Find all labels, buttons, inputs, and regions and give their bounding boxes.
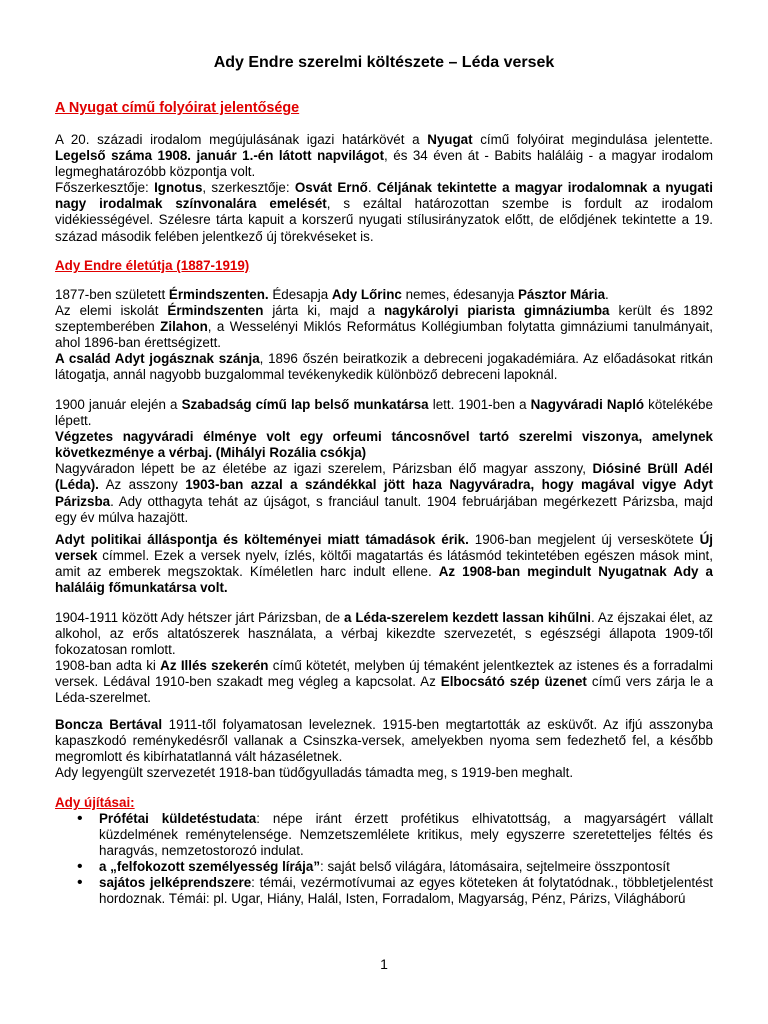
text-run-bold: a „felfokozott személyesség lírája” (99, 859, 321, 875)
text-run-bold: Legelső száma 1908. január 1.-én látott napvilágot (55, 148, 385, 164)
text-run-bold: Diósiné Brüll Adél (Léda). (55, 461, 714, 493)
text-run: címmel. Ezek a versek nyelv, ízlés, költői magatartás és látásmód tekintetében egészen mások mint, amit az emberek megszoktak. Kíméletlen harc indult ellene. (55, 548, 713, 580)
text-run: Édesapja (268, 287, 332, 302)
text-run: című folyóirat megindulása jelentette. (472, 132, 713, 147)
text-run: . Az éjszakai élet, az alkohol, az erős altatószerek használata, a vérbaj kikezdte szervezetét, s egészségi állapota 1909-től fokozatosan romlott. (55, 610, 714, 658)
text-run-bold: Elbocsátó szép üzenet (440, 674, 587, 690)
text-run: , 1896 őszén beiratkozik a debreceni jogakadémiára. Az előadásokat ritkán látogatja, annál nagyobb buzgalommal tevékenykedik különböző debreceni lapoknál. (55, 351, 713, 383)
paragraph-nyugat-1 (55, 132, 713, 245)
text-run-bold: Szabadság című lap belső munkatársa (181, 397, 429, 412)
text-run-bold: Osvát Ernő (294, 180, 368, 196)
paragraph-eletut-2 (55, 397, 713, 526)
text-run: 1906-ban megjelent új verseskötete (468, 532, 700, 547)
paragraph-eletut-1 (55, 287, 713, 384)
section-heading-nyugat: A Nyugat című folyóirat jelentősége (55, 100, 300, 116)
text-run: Főszerkesztője: (55, 180, 155, 196)
text-run: A 20. századi irodalom megújulásának igazi határkövét a (55, 132, 428, 147)
text-run-bold: Az Illés szekerén (160, 658, 269, 674)
text-run: járta ki, majd a (263, 303, 384, 319)
text-run: : saját belső világára, látomásaira, sejtelmeire összpontosít (320, 859, 670, 875)
text-run: 1900 január elején a (55, 397, 182, 412)
text-run-bold: A család Adyt jogásznak szánja (55, 351, 260, 367)
text-run-bold: Végzetes nagyváradi élménye volt egy orfeumi táncosnővel tartó szerelmi viszonya, amelynek következménye a vérbaj. (Mihályi Rozália csókja) (55, 429, 713, 461)
text-run-bold: Prófétai küldetéstudata (99, 811, 257, 826)
text-run-bold: Ignotus (154, 180, 203, 196)
text-run-bold: 1903-ban azzal a szándékkal jött haza Nagyváradra, hogy magával vigye Adyt Párizsba (55, 477, 714, 509)
text-run: 1911-től folyamatosan leveleznek. 1915-ben megtartották az esküvőt. Az ifjú asszonyba kapaszkodó reménykedésről vallanak a Csinszka-versek, amelyekben nyoma sem fedezhető fel, a később megromlott és kibírhatatlanná vált házaséletnek. (55, 717, 713, 765)
section-heading-ujitasai: Ady újításai: (55, 795, 135, 810)
text-run-bold: nagykárolyi piarista gimnáziumba (384, 303, 610, 319)
text-run: : népe iránt érzett profétikus elhivatottság, a magyarságért vállalt küzdelmének reménytelensége. Nemzetszemlélete kritikus, mely egyszerre szeretetteljes féltés és haragvás, nemzetostorozó indulat. (99, 811, 714, 859)
text-run-bold: Érmindszenten (167, 303, 264, 319)
text-run-bold: Nagyváradi Napló (530, 397, 645, 412)
text-run-bold: Érmindszenten. (168, 287, 269, 302)
text-run: kötelékébe lépett. (55, 397, 713, 429)
text-run-bold: a Léda-szerelem kezdett lassan kihűlni (344, 610, 592, 625)
text-run-bold: Pásztor Mária (517, 287, 606, 302)
paragraph-eletut-3 (55, 532, 713, 596)
text-run: . (367, 180, 377, 196)
text-run-bold: Nyugat (427, 132, 473, 147)
text-run-bold: Boncza Bertával (55, 717, 163, 732)
document-title: Ady Endre szerelmi költészete – Léda versek (213, 54, 555, 71)
text-run: , s ezáltal határozottan szembe is fordult az irodalom vidékiességével. Szélesre tárta kapuit a korszerű nyugati stílusirányzatok előtt, de elődjének tekintette a 19. század második felében jelentkező új törekvéseket is. (55, 196, 713, 244)
text-run: lett. 1901-ben a (428, 397, 531, 412)
text-run: Az elemi iskolát (55, 303, 168, 319)
text-run-bold: Adyt politikai álláspontja és költeményei miatt támadások érik. (55, 532, 469, 547)
innovations-list (55, 811, 713, 908)
text-run-bold: Zilahon (160, 319, 208, 335)
list-item (55, 875, 713, 907)
section-heading-eletut: Ady Endre életútja (1887-1919) (55, 258, 250, 273)
text-run: . Ady otthagyta tehát az újságot, s franciául tanult. 1904 februárjában megérkezett Párizsba, majd egy év múlva hazajött. (55, 493, 713, 525)
text-run-bold: Az 1908-ban megindult Nyugatnak Ady a haláláig főmunkatársa volt. (55, 564, 713, 596)
text-run: Nagyváradon lépett be az életébe az igazi szerelem, Párizsban élő magyar asszony, (55, 461, 593, 477)
text-run: , és 34 éven át - Babits haláláig - a magyar irodalom legmeghatározóbb központja volt. (55, 148, 714, 180)
text-run: 1908-ban adta ki (55, 658, 161, 674)
text-run: , a Wesselényi Miklós Református Kollégiumban folytatta gimnáziumi tanulmányait, ahol 1896-ban érettségizett. (55, 319, 713, 351)
text-run: című kötetét, melyben új témaként jelentkeztek az istenes és a forradalmi versek. Lédával 1910-ben szakadt meg végleg a kapcsolat. Az (55, 658, 714, 690)
text-run-bold: sajátos jelképrendszere (99, 875, 252, 891)
text-run-bold: Céljának tekintette a magyar irodalomnak a nyugati nagy irodalmak színvonalára emelését (55, 180, 713, 212)
text-run: , szerkesztője: (202, 180, 295, 196)
text-run: Ady legyengült szervezetét 1918-ban tüdőgyulladás támadta meg, s 1919-ben meghalt. (55, 765, 574, 781)
list-item (55, 859, 713, 875)
text-run: került és 1892 szeptemberében (55, 303, 713, 335)
text-run: Az asszony (98, 477, 186, 493)
paragraph-eletut-4 (55, 610, 713, 707)
text-run-bold: Ady Lőrinc (331, 287, 402, 302)
page-number: 1 (380, 956, 388, 972)
text-run: című vers zárja le a Léda-szerelmet. (55, 674, 714, 706)
text-run: . (605, 287, 609, 302)
paragraph-eletut-5 (55, 717, 713, 781)
text-run: 1877-ben született (55, 287, 169, 302)
text-run: : témái, vezérmotívumai az egyes köteteken át folytatódnak., többletjelentést hordoznak. Témái: pl. Ugar, Hiány, Halál, Isten, Forradalom, Magyarság, Pénz, Párizs, Világháború (99, 875, 713, 907)
text-run-bold: Új versek (55, 532, 714, 564)
text-run: nemes, édesanyja (401, 287, 518, 302)
text-run: 1904-1911 között Ady hétszer járt Párizsban, de (55, 610, 344, 625)
list-item (55, 811, 713, 859)
